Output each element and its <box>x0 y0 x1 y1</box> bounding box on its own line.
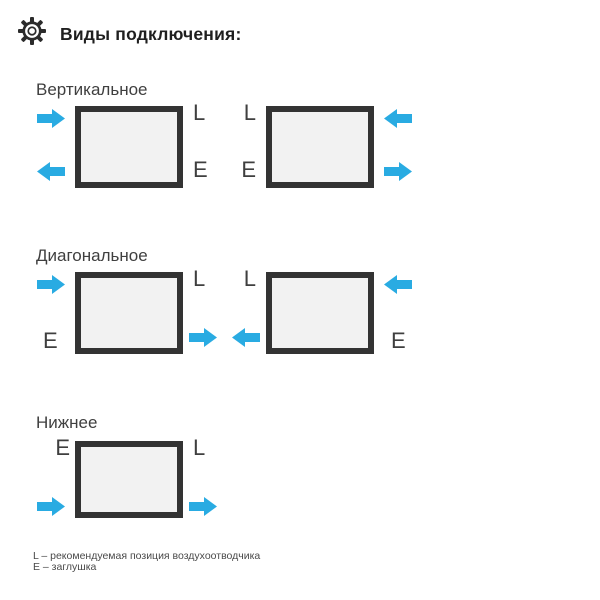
inlet-arrow-right-icon <box>37 497 65 516</box>
air-vent-label: L <box>193 266 206 291</box>
legend-line-plug: E – заглушка <box>33 560 97 573</box>
gear-icon <box>17 16 47 46</box>
section-title-bottom: Нижнее <box>36 413 98 432</box>
page-title: Виды подключения: <box>60 24 242 44</box>
outlet-arrow-right-icon <box>189 497 217 516</box>
section-title-diagonal: Диагональное <box>36 246 148 265</box>
air-vent-label: L <box>193 100 206 125</box>
outlet-arrow-left-icon <box>37 162 65 181</box>
radiator-rect <box>266 272 374 354</box>
outlet-arrow-left-icon <box>232 328 260 347</box>
plug-label: E <box>43 328 58 353</box>
inlet-arrow-left-icon <box>384 275 412 294</box>
plug-label: E <box>193 157 208 182</box>
radiator-rect <box>75 106 183 188</box>
section-title-vertical: Вертикальное <box>36 80 148 99</box>
inlet-arrow-right-icon <box>37 109 65 128</box>
air-vent-label: L <box>243 266 256 291</box>
plug-label: E <box>241 157 256 182</box>
radiator-rect <box>75 272 183 354</box>
outlet-arrow-right-icon <box>189 328 217 347</box>
legend-line-air-vent: L – рекомендуемая позиция воздухоотводчика <box>33 550 261 562</box>
radiator-rect <box>266 106 374 188</box>
air-vent-label: L <box>243 100 256 125</box>
air-vent-label: L <box>193 435 206 460</box>
plug-label: E <box>391 328 406 353</box>
legend <box>33 551 260 572</box>
inlet-arrow-left-icon <box>384 109 412 128</box>
radiator-rect <box>75 441 183 518</box>
inlet-arrow-right-icon <box>37 275 65 294</box>
plug-label: E <box>55 435 70 460</box>
outlet-arrow-right-icon <box>384 162 412 181</box>
